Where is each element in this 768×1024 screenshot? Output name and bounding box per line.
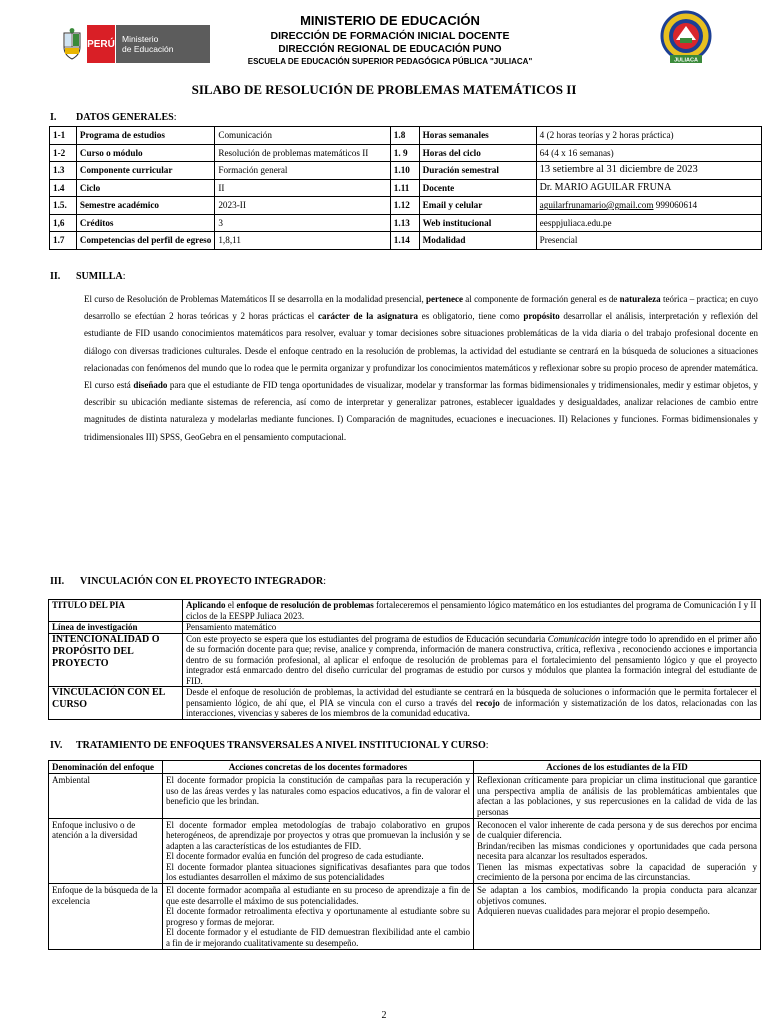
enfoque-estudiantes: [474, 884, 761, 949]
section-label: SUMILLA:: [76, 271, 126, 282]
section-label: TRATAMIENTO DE ENFOQUES TRANSVERSALES A NIVEL INSTITUCIONAL Y CURSO:: [76, 740, 489, 751]
datos-cell-k2: Email y celular: [419, 197, 536, 215]
pia-intencionalidad-value: Con este proyecto se espera que los estudiantes del programa de estudios de Educación secundaria Comunicación integre todo lo aprendido en el primer año de su formación docente para que; revise, analice y comprenda, información de manera constructiva, crítica, reflexiva , reconociendo acciones e importancia dentro de su formación profesional, al aplicar el enfoque de resolución de problemas para el fortalecimiento del pensamiento lógico y que el proyecto integrador está enmarcado dentro del diseño curricular del programas de estudio por cursos y módulos que plantea la formación integral del estudiante de FID.: [183, 633, 761, 687]
enfoque-action-text: Brindan/reciben las mismas condiciones y oportunidades que cada persona necesita para alcanzar los resultados esperados.: [477, 840, 757, 862]
section-label: DATOS GENERALES:: [76, 112, 177, 123]
datos-cell-n1: 1.7: [50, 232, 77, 250]
datos-cell-n2: 1.14: [390, 232, 419, 250]
datos-cell-v1: Comunicación: [215, 127, 390, 145]
phone-number: 999060614: [653, 200, 698, 210]
page-number: 2: [381, 1010, 387, 1021]
datos-cell-n2: 1.12: [390, 197, 419, 215]
pia-linea-key: Línea de investigación: [49, 622, 183, 634]
ministerio-brand-line1: Ministerio: [122, 34, 159, 44]
datos-cell-v2: 13 setiembre al 31 diciembre de 2023: [536, 162, 761, 180]
datos-cell-v1: Formación general: [215, 162, 390, 180]
enfoque-action-text: El docente formador propicia la constitución de campañas para la recuperación y uso de las áreas verdes y las naturales como espacios educativos, a fin de valorar el beneficio que les brindan.: [166, 775, 470, 807]
enfoque-action-text: Tienen las mismas expectativas sobre la capacidad de superación y crecimiento de la persona por encima de las circunstancias.: [477, 861, 757, 883]
table-row: [49, 884, 761, 949]
section-number: II.: [50, 271, 61, 282]
table-header-row: [49, 761, 761, 774]
datos-cell-k1: Ciclo: [76, 179, 215, 197]
pia-vinculacion-key: VINCULACIÓN CON EL CURSO: [49, 687, 183, 720]
table-row: [49, 633, 761, 687]
datos-cell-k1: Créditos: [76, 214, 215, 232]
datos-cell-v1: Resolución de problemas matemáticos II: [215, 144, 390, 162]
section-heading-vinculacion: [50, 576, 326, 587]
datos-cell-n1: 1.5.: [50, 197, 77, 215]
enfoque-action-text: El docente formador y el estudiante de FID demuestran flexibilidad ante el cambio a fin de ir mejorando cualitativamente su desempeño.: [166, 927, 470, 948]
section-number: III.: [50, 576, 65, 587]
table-row: [50, 197, 762, 215]
datos-cell-k1: Semestre académico: [76, 197, 215, 215]
datos-generales-table: [49, 126, 762, 250]
enfoque-estudiantes: [474, 774, 761, 819]
table-row: [50, 214, 762, 232]
header-direction: DIRECCIÓN DE FORMACIÓN INICIAL DOCENTE: [270, 30, 510, 42]
pia-linea-value: Pensamiento matemático: [183, 622, 761, 634]
pia-title-key: TITULO DEL PIA: [49, 600, 183, 622]
datos-cell-k2: Web institucional: [419, 214, 536, 232]
datos-cell-k2: Modalidad: [419, 232, 536, 250]
ministerio-logo: [60, 25, 210, 63]
datos-cell-k2: Duración semestral: [419, 162, 536, 180]
datos-cell-k1: Competencias del perfil de egreso: [76, 232, 215, 250]
emblem-banner-text: JULIACA: [674, 57, 698, 64]
enfoque-action-text: El docente formador evalúa en función del progreso de cada estudiante.: [166, 851, 424, 862]
table-row: [50, 144, 762, 162]
email-link[interactable]: aguilarfrunamario@gmail.com: [539, 200, 654, 210]
datos-cell-k2: Horas semanales: [419, 127, 536, 145]
enfoque-action-text: El docente formador retroalimenta efectiva y oportunamente al estudiante sobre su progreso y formas de mejorar.: [166, 906, 470, 927]
datos-cell-k2: Horas del ciclo: [419, 144, 536, 162]
datos-cell-n2: 1.13: [390, 214, 419, 232]
enfoque-action-text: Se adaptan a los cambios, modificando la propia conducta para alcanzar objetivos comunes.: [477, 885, 757, 906]
pia-vinculacion-value: Desde el enfoque de resolución de problemas, la actividad del estudiante se centrará en la búsqueda de soluciones o información que le permita fortalecer el pensamiento lógico, de ahí que, el PIA se vincula con el curso a través del recojo de información y sistematización de los datos, relacionadas con las interacciones, vivencias y saberes de los miembros de la comunidad educativa.: [183, 687, 761, 720]
pia-title-value: Aplicando el enfoque de resolución de problemas fortaleceremos el pensamiento lógico matemático en los estudiantes del programa de Comunicación I y II ciclos de la EESPP Juliaca 2023.: [183, 600, 761, 622]
datos-cell-v1: 2023-II: [215, 197, 390, 215]
enfoque-name: Enfoque de la búsqueda de la excelencia: [49, 884, 163, 949]
header-ministry: MINISTERIO DE EDUCACIÓN: [300, 13, 480, 28]
table-row: [49, 622, 761, 634]
datos-cell-n2: 1.10: [390, 162, 419, 180]
datos-cell-n1: 1,6: [50, 214, 77, 232]
ministerio-brand-line2: de Educación: [122, 44, 174, 54]
datos-cell-n2: 1.11: [390, 179, 419, 197]
enfoque-action-text: Reconocen el valor inherente de cada persona y de sus derechos por encima de cualquier diferencia.: [477, 820, 757, 841]
datos-cell-v2: eesppjuliaca.edu.pe: [536, 214, 761, 232]
section-label: VINCULACIÓN CON EL PROYECTO INTEGRADOR:: [80, 576, 326, 587]
column-header-estudiantes: Acciones de los estudiantes de la FID: [474, 761, 761, 774]
datos-cell-n1: 1-1: [50, 127, 77, 145]
enfoque-docentes: [163, 884, 474, 949]
enfoques-transversales-table: [48, 760, 761, 950]
datos-cell-v2: Dr. MARIO AGUILAR FRUNA: [536, 179, 761, 197]
table-row: [50, 179, 762, 197]
datos-cell-v1: 1,8,11: [215, 232, 390, 250]
table-row: [49, 774, 761, 819]
enfoque-estudiantes: [474, 819, 761, 884]
enfoque-action-text: El docente formador plantea situaciones significativas desafiantes para que todos los estudiantes desarrollen el máximo de sus potencialidades: [166, 861, 470, 883]
section-heading-enfoques: [50, 740, 489, 751]
pia-intencionalidad-key: INTENCIONALIDAD O PROPÓSITO DEL PROYECTO: [49, 633, 183, 687]
column-header-docentes: Acciones concretas de los docentes formadores: [163, 761, 474, 774]
table-row: [49, 687, 761, 720]
eesp-juliaca-emblem-icon: [658, 10, 714, 66]
datos-cell-v1: II: [215, 179, 390, 197]
section-heading-sumilla: [50, 271, 125, 282]
datos-cell-v2: Presencial: [536, 232, 761, 250]
enfoque-action-text: El docente formador emplea metodologías de trabajo colaborativo en grupos heterogéneos, de aprendizaje por proyectos y otras que promuevan la inclusión y se adapten a las características de los estudiantes de FID.: [166, 820, 470, 851]
column-header-enfoque: Denominación del enfoque: [49, 761, 163, 774]
enfoque-action-text: Adquieren nuevas cualidades para mejorar el propio desempeño.: [477, 906, 710, 917]
header-regional: DIRECCIÓN REGIONAL DE EDUCACIÓN PUNO: [278, 44, 502, 55]
datos-cell-n1: 1.3: [50, 162, 77, 180]
peru-coat-of-arms-icon: [60, 27, 84, 61]
datos-cell-n2: 1. 9: [390, 144, 419, 162]
table-row: [49, 819, 761, 884]
datos-cell-n2: 1.8: [390, 127, 419, 145]
peru-brand-label: PERÚ: [87, 25, 115, 63]
datos-cell-v1: 3: [215, 214, 390, 232]
document-title: SILABO DE RESOLUCIÓN DE PROBLEMAS MATEMÁTICOS II: [191, 82, 577, 97]
datos-cell-n1: 1.4: [50, 179, 77, 197]
header-school: ESCUELA DE EDUCACIÓN SUPERIOR PEDAGÓGICA PÚBLICA "JULIACA": [247, 57, 533, 66]
datos-cell-n1: 1-2: [50, 144, 77, 162]
enfoque-name: Ambiental: [49, 774, 163, 819]
datos-cell-v2: [536, 197, 761, 215]
enfoque-docentes: [163, 774, 474, 819]
section-number: IV.: [50, 740, 63, 751]
datos-cell-v2: 64 (4 x 16 semanas): [536, 144, 761, 162]
datos-cell-k1: Curso o módulo: [76, 144, 215, 162]
datos-cell-k1: Componente curricular: [76, 162, 215, 180]
enfoque-name: Enfoque inclusivo o de atención a la diversidad: [49, 819, 163, 884]
enfoque-docentes: [163, 819, 474, 884]
ministerio-brand-label: [116, 25, 210, 63]
sumilla-paragraph: El curso de Resolución de Problemas Matemáticos II se desarrolla en la modalidad presencial, pertenece al componente de formación general es de naturaleza teórica – practica; en cuyo desarrollo se efectúan 2 horas teóricas y 2 horas prácticas el carácter de la asignatura es obligatorio, tiene como propósito desarrollar el análisis, interpretación y reflexión del estudiante de FID usando conocimientos matemáticos para resolver, evaluar y tomar decisiones sobre situaciones problemáticas de la vida diaria o del trabajo profesional docente en diálogo con diversas tradiciones culturales. Desde el enfoque centrado en la resolución de problemas, la actividad del estudiante se centrará en la búsqueda de soluciones a situaciones relacionadas con fenómenos del mundo que lo rodea que le permita organizar y profundizar los conocimientos matemáticos y reflexionar sobre su propio proceso de aprender matemática. El curso está diseñado para que el estudiante de FID tenga oportunidades de visualizar, modelar y transformar las formas bidimensionales y tridimensionales, medir y estimar objetos, y describir su ubicación mediante sistemas de referencia, así como de interpretar y generalizar patrones, establecer igualdades y desigualdades, analizar relaciones de cambio entre magnitudes de distinta naturaleza y modelarlas mediante funciones. I) Comparación de magnitudes, ecuaciones e inecuaciones. II) Relaciones y funciones. Formas bidimensionales y tridimensionales III) SPSS, GeoGebra en el pensamiento computacional.: [84, 294, 759, 442]
datos-cell-v2: 4 (2 horas teorías y 2 horas práctica): [536, 127, 761, 145]
table-row: [49, 600, 761, 622]
table-row: [50, 162, 762, 180]
enfoque-action-text: El docente formador acompaña al estudiante en su proceso de aprendizaje a fin de que este desarrolle el máximo de sus potencialidades.: [166, 885, 470, 906]
table-row: [50, 232, 762, 250]
section-heading-datos: [50, 112, 177, 123]
enfoque-action-text: Reflexionan críticamente para propiciar un clima institucional que garantice una perspectiva amplia de análisis de las problemáticas ambientales que afectan a las poblaciones, y sus repercusiones en la calidad de vida de las personas: [477, 775, 757, 817]
proyecto-integrador-table: [48, 599, 761, 720]
section-number: I.: [50, 112, 57, 123]
datos-cell-k1: Programa de estudios: [76, 127, 215, 145]
datos-cell-k2: Docente: [419, 179, 536, 197]
table-row: [50, 127, 762, 145]
